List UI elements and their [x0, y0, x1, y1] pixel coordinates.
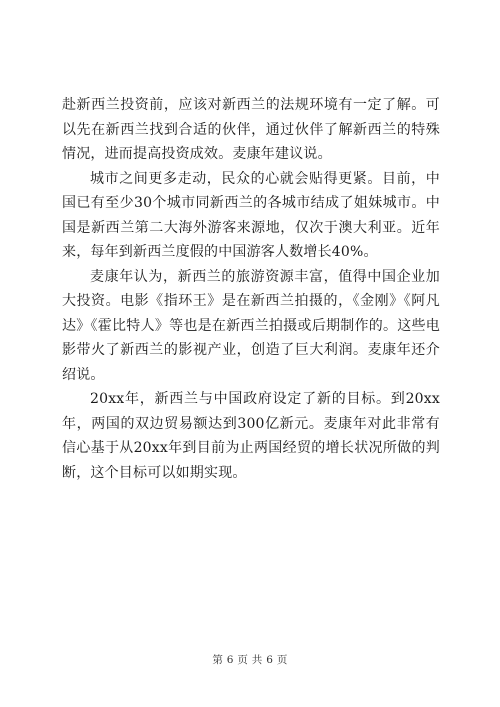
paragraph-trade-target: 20xx年，新西兰与中国政府设定了新的目标。到20xx年，两国的双边贸易额达到300亿新元。麦康年对此非常有信心基于从20xx年到目前为止两国经贸的增长状况所做的判断，这个目标可以如期实现。 [62, 391, 440, 481]
page-footer: 第 6 页 共 6 页 [212, 654, 288, 666]
paragraph-investment-advice: 赴新西兰投资前，应该对新西兰的法规环境有一定了解。可以先在新西兰找到合适的伙伴，通过伙伴了解新西兰的特殊情况，进而提高投资成效。麦康年建议说。 [62, 97, 440, 162]
paragraph-tourism-film: 麦康年认为，新西兰的旅游资源丰富，值得中国企业加大投资。电影《指环王》是在新西兰拍摄的，《金刚》《阿凡达》《霍比特人》等也是在新西兰拍摄或后期制作的。这些电影带火了新西兰的影视产业，创造了巨大利润。麦康年还介绍说。 [62, 268, 440, 383]
document-body [62, 93, 440, 485]
paragraph-sister-cities: 城市之间更多走动，民众的心就会贴得更紧。目前，中国已有至少30个城市同新西兰的各城市结成了姐妹城市。中国是新西兰第二大海外游客来源地，仅次于澳大利亚。近年来，每年到新西兰度假的中国游客人数增长40%。 [62, 170, 440, 260]
